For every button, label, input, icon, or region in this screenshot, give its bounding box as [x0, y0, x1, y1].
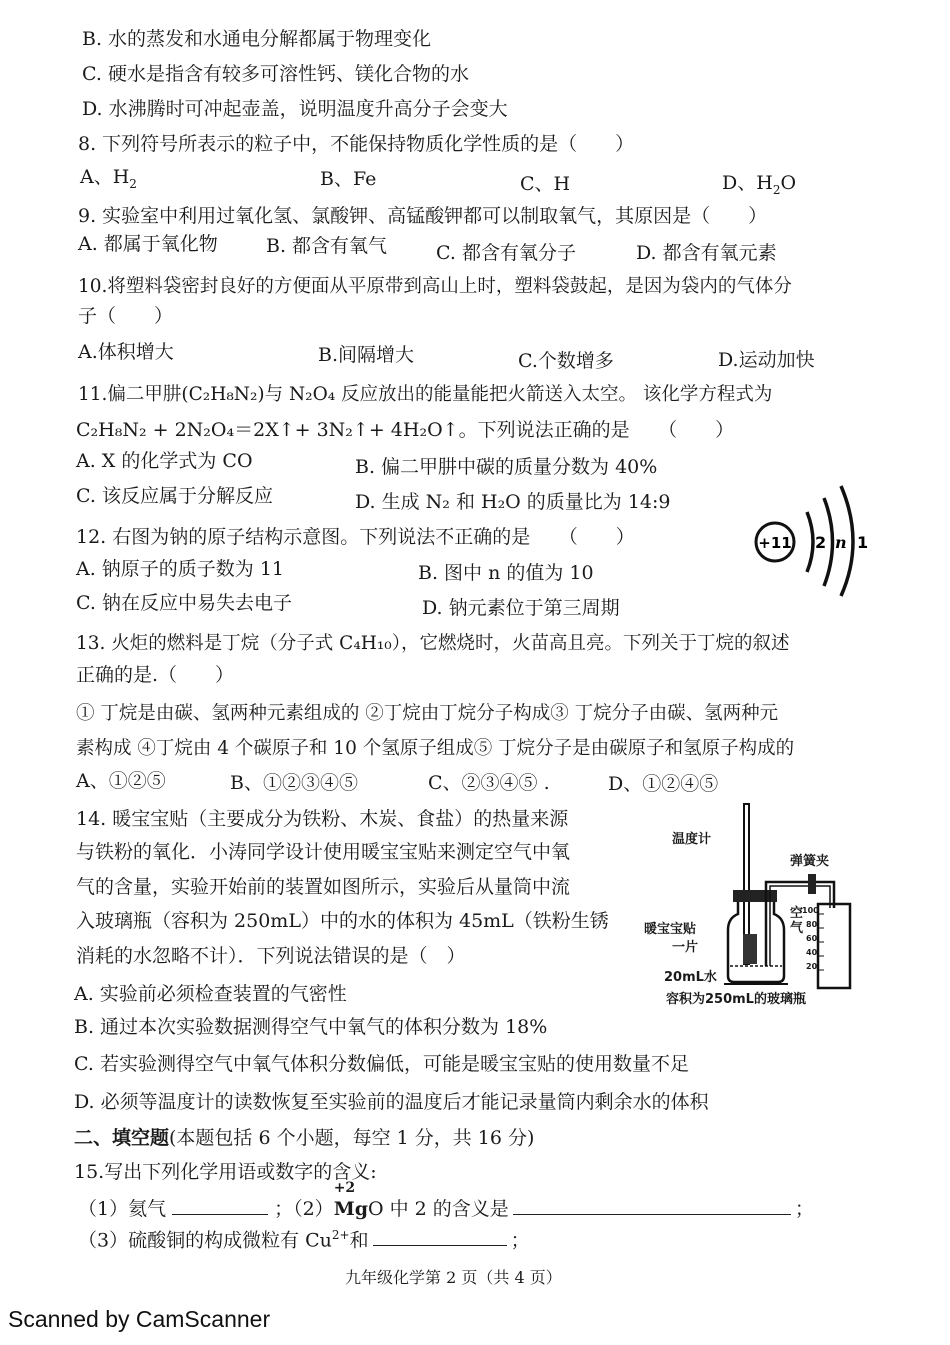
oxygen-measurement-apparatus — [640, 798, 865, 1013]
q10-option-c: C.个数增多 — [518, 350, 614, 372]
label-heat-pad: 暖宝宝贴 — [644, 922, 697, 937]
scale-40: 40 — [806, 948, 818, 957]
q9-option-a: A. 都属于氧化物 — [78, 233, 218, 255]
q7-option-d: D. 水沸腾时可冲起壶盖，说明温度升高分子会变大 — [82, 98, 508, 120]
q14-option-a: A. 实验前必须检查装置的气密性 — [74, 983, 347, 1005]
section-heading: 二、填空题(本题包括 6 个小题，每空 1 分，共 16 分) — [74, 1127, 535, 1149]
q11-equation: C₂H₈N₂ + 2N₂O₄＝2X↑+ 3N₂↑+ 4H₂O↑。下列说法正确的是 （ ） — [76, 419, 735, 441]
q14-option-c: C. 若实验测得空气中氧气体积分数偏低，可能是暖宝宝贴的使用数量不足 — [74, 1053, 689, 1075]
label-bottle-capacity: 容积为250mL的玻璃瓶 — [666, 992, 806, 1007]
scale-60: 60 — [806, 934, 818, 943]
heat-pad — [743, 934, 757, 964]
q12-option-d: D. 钠元素位于第三周期 — [422, 597, 620, 619]
q12-stem: 12. 右图为钠的原子结构示意图。下列说法不正确的是 （ ） — [76, 526, 635, 548]
q13-stem-line1: 13. 火炬的燃料是丁烷（分子式 C₄H₁₀），它燃烧时，火苗高且亮。下列关于丁烷的叙述 — [76, 633, 790, 654]
q8-stem: 8. 下列符号所表示的粒子中，不能保持物质化学性质的是（ ） — [78, 133, 635, 155]
atom-shell-1-arc — [807, 512, 813, 572]
q8-option-c: C、H — [520, 173, 571, 195]
measuring-cylinder — [818, 904, 850, 988]
q14-stem-line5: 消耗的水忽略不计）．下列说法错误的是（ ） — [76, 945, 466, 967]
q13-statements-line1: ① 丁烷是由碳、氢两种元素组成的 ②丁烷由丁烷分子构成③ 丁烷分子由碳、氢两种元 — [76, 703, 779, 724]
q14-stem-line2: 与铁粉的氧化．小涛同学设计使用暖宝宝贴来测定空气中氧 — [76, 841, 571, 863]
label-heat-pad-count: 一片 — [672, 940, 699, 955]
q11-option-a: A. X 的化学式为 CO — [76, 450, 253, 472]
q15-blank-2[interactable] — [513, 1198, 791, 1215]
label-air: 空气 — [790, 906, 804, 936]
atom-nucleus-charge: +11 — [758, 534, 792, 552]
q14-option-b: B. 通过本次实验数据测得空气中氧气的体积分数为 18% — [74, 1016, 548, 1038]
q13-option-b: B、①②③④⑤ — [230, 772, 358, 794]
q13-stem-line2: 正确的是.（ ） — [76, 664, 235, 686]
page-footer: 九年级化学第 2 页（共 4 页） — [345, 1268, 562, 1287]
q15-blank-1[interactable] — [172, 1198, 268, 1215]
scale-20: 20 — [806, 962, 818, 971]
q9-option-b: B. 都含有氧气 — [266, 235, 388, 257]
q10-stem-line1: 10.将塑料袋密封良好的方便面从平原带到高山上时，塑料袋鼓起，是因为袋内的气体分 — [78, 276, 792, 297]
q12-option-a: A. 钠原子的质子数为 11 — [76, 558, 285, 580]
q11-stem-line1: 11.偏二甲肼(C₂H₈N₂)与 N₂O₄ 反应放出的能量能把火箭送入太空。 该化学方程式为 — [78, 384, 773, 405]
q11-option-c: C. 该反应属于分解反应 — [76, 485, 273, 507]
q7-option-c: C. 硬水是指含有较多可溶性钙、镁化合物的水 — [82, 63, 469, 85]
q12-option-c: C. 钠在反应中易失去电子 — [76, 592, 292, 614]
q11-option-d: D. 生成 N₂ 和 H₂O 的质量比为 14:9 — [355, 491, 671, 513]
q9-option-d: D. 都含有氧元素 — [636, 242, 777, 264]
q14-stem-line3: 气的含量，实验开始前的装置如图所示，实验后从量筒中流 — [76, 876, 571, 898]
q14-stem-line4: 入玻璃瓶（容积为 250mL）中的水的体积为 45mL（铁粉生锈 — [76, 910, 609, 932]
q8-option-b: B、Fe — [320, 168, 377, 190]
label-thermometer: 温度计 — [672, 832, 712, 847]
scanner-watermark: Scanned by CamScanner — [8, 1306, 271, 1332]
mg-symbol: Mg — [333, 1198, 369, 1220]
q15-blank-3[interactable] — [373, 1229, 507, 1246]
q8-option-a: A、$H_2$ — [80, 166, 137, 191]
q8-option-d: D、$H_2O$ — [722, 172, 797, 197]
scale-80: 80 — [806, 920, 818, 929]
q9-option-c: C. 都含有氧分子 — [436, 242, 576, 264]
q11-option-b: B. 偏二甲肼中碳的质量分数为 40% — [355, 456, 658, 478]
q7-option-b: B. 水的蒸发和水通电分解都属于物理变化 — [82, 28, 432, 50]
q15-part3: （3）硫酸铜的构成微粒有 $Cu^{2+}$和 ； — [78, 1228, 530, 1252]
q10-stem-line2: 子（ ） — [78, 305, 174, 327]
label-water: 20mL水 — [664, 970, 717, 985]
atom-shell-2-count: n — [835, 533, 847, 552]
atom-shell-3-count: 1 — [857, 533, 869, 552]
q9-stem: 9. 实验室中利用过氧化氢、氯酸钾、高锰酸钾都可以制取氧气，其原因是（ ） — [78, 205, 768, 227]
scale-100: 100 — [802, 906, 819, 915]
q13-option-d: D、①②④⑤ — [608, 773, 719, 795]
q14-stem-line1: 14. 暖宝宝贴（主要成分为铁粉、木炭、食盐）的热量来源 — [76, 808, 569, 830]
q13-option-a: A、①②⑤ — [76, 770, 166, 792]
q10-option-d: D.运动加快 — [718, 349, 815, 371]
q10-option-b: B.间隔增大 — [318, 344, 415, 366]
label-spring-clip: 弹簧夹 — [790, 854, 830, 869]
atom-shell-1-count: 2 — [815, 533, 827, 552]
sodium-atom-diagram — [745, 478, 875, 598]
q15-part1-2: （1）氦气 ；（2） +2 MgO 中 2 的含义是 ； — [78, 1180, 814, 1220]
q13-statements-line2: 素构成 ④丁烷由 4 个碳原子和 10 个氢原子组成⑤ 丁烷分子是由碳原子和氢原子构成的 — [76, 738, 795, 759]
q15-stem: 15.写出下列化学用语或数字的含义: — [74, 1161, 377, 1183]
q12-option-b: B. 图中 n 的值为 10 — [418, 562, 594, 584]
spring-clip — [808, 874, 816, 894]
mg-valence: +2 — [333, 1180, 356, 1196]
q10-option-a: A.体积增大 — [78, 341, 174, 363]
q13-option-c: C、②③④⑤ . — [428, 772, 550, 794]
q14-option-d: D. 必须等温度计的读数恢复至实验前的温度后才能记录量筒内剩余水的体积 — [74, 1091, 709, 1113]
